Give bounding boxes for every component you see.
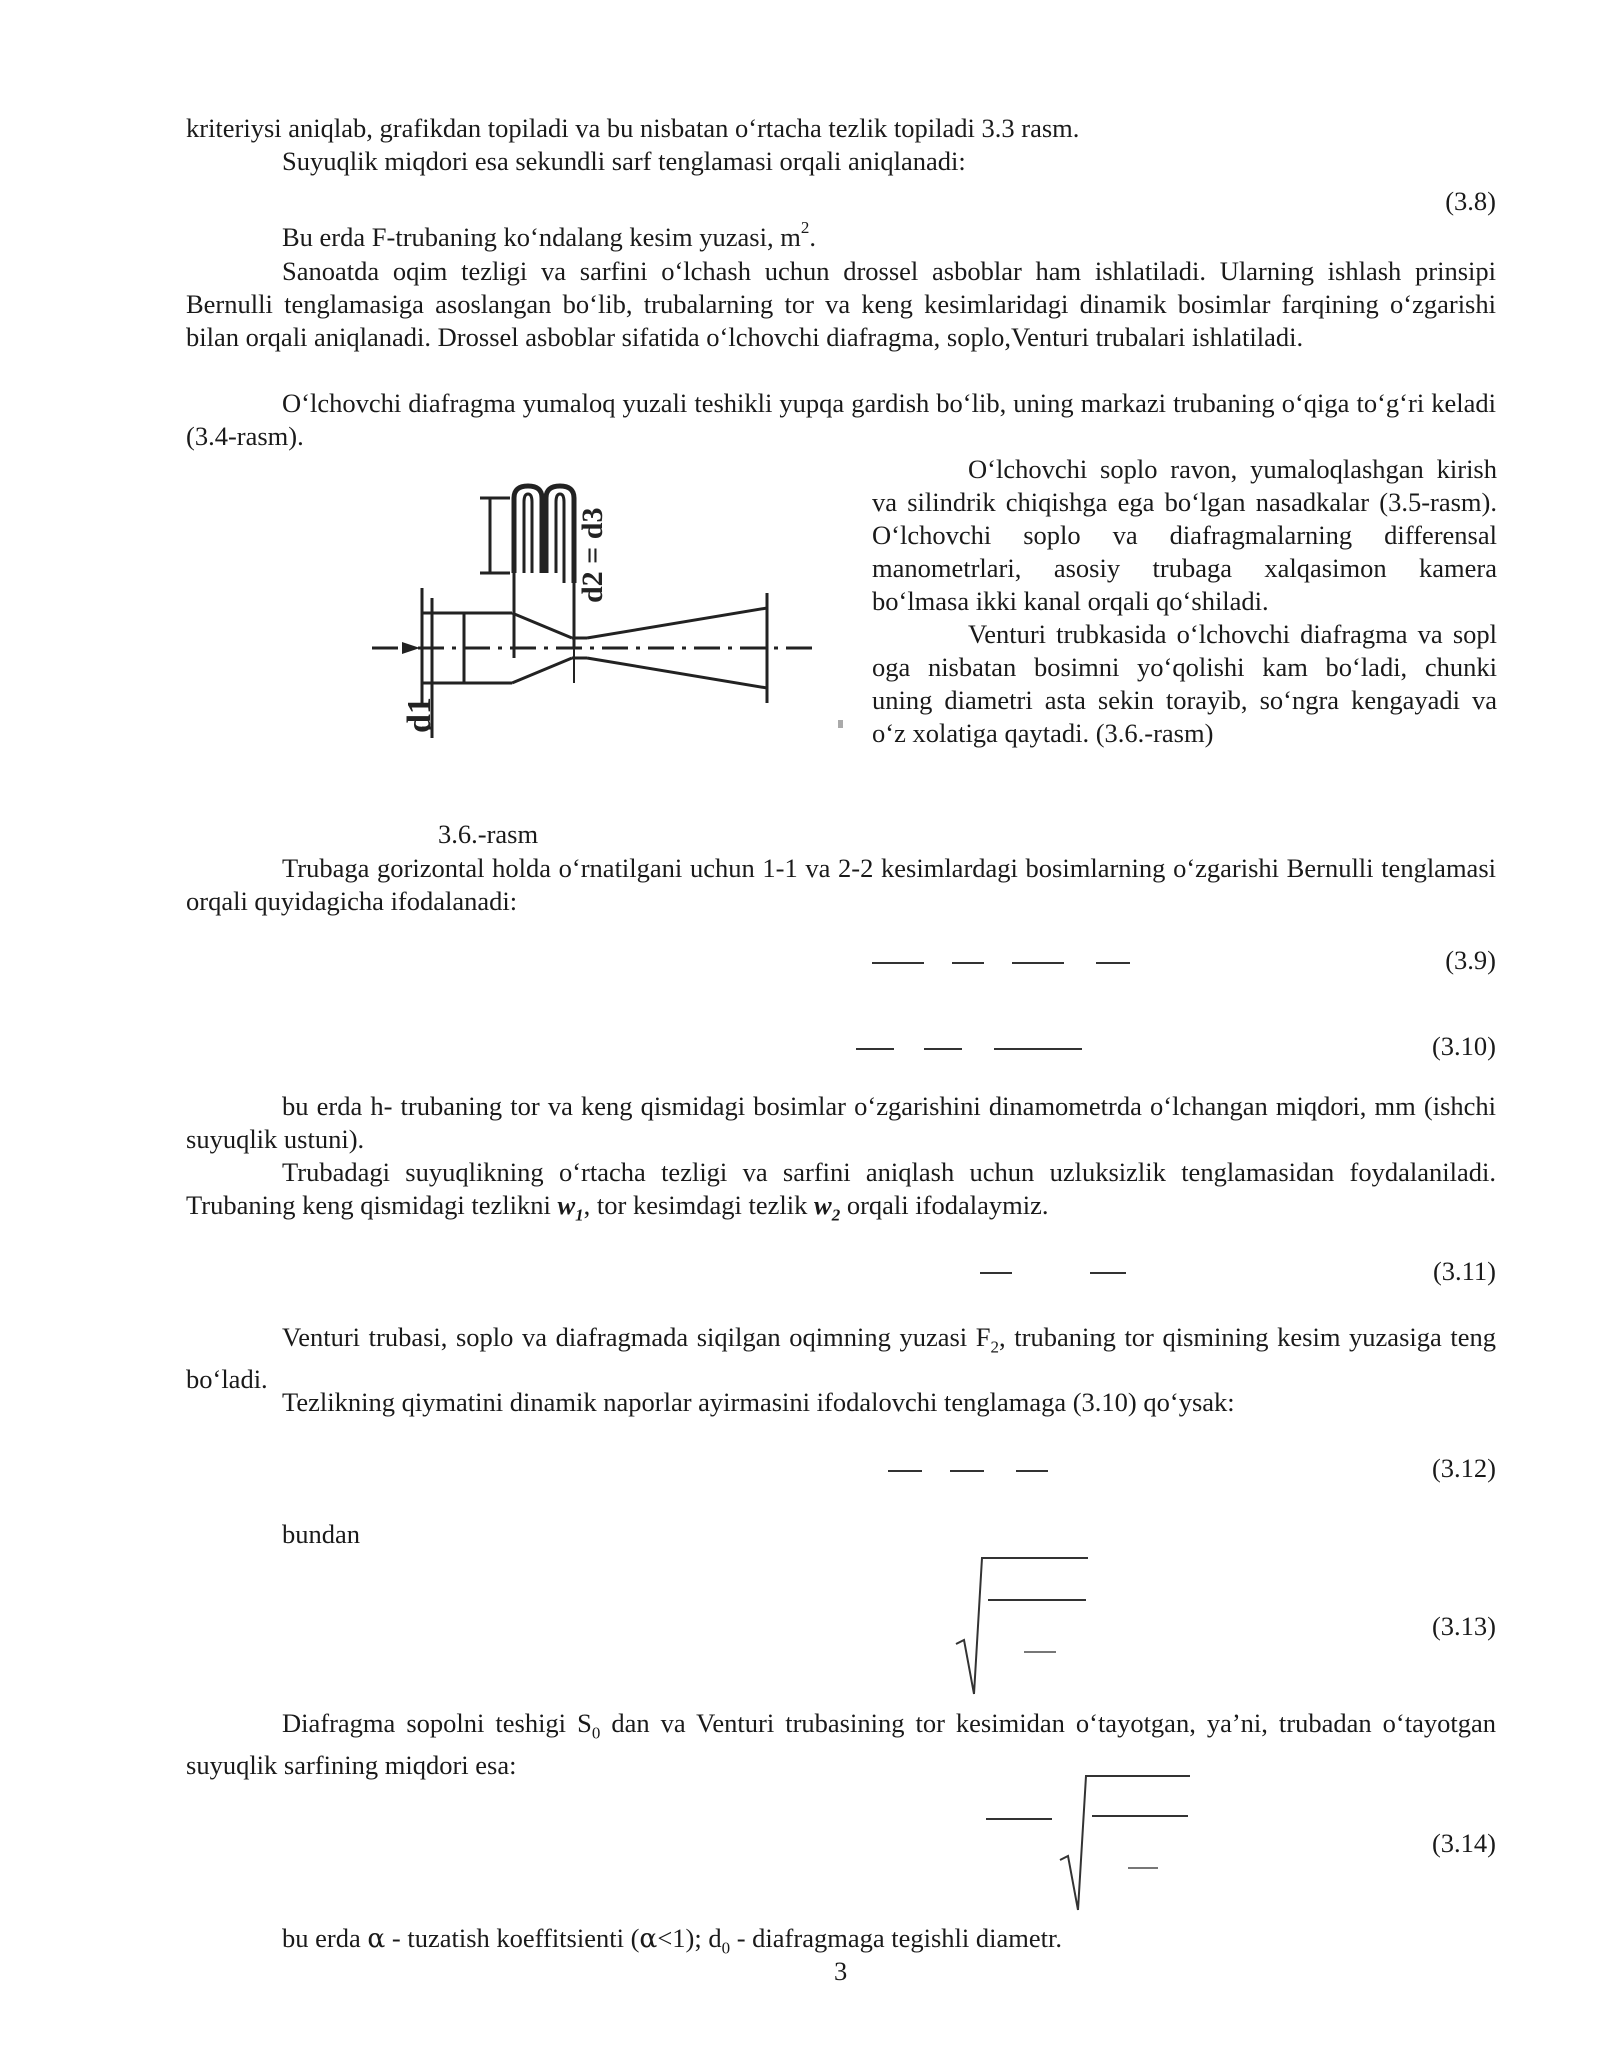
text-bundan: bundan bbox=[282, 1519, 361, 1549]
paragraph-soplo: O‘lchovchi soplo ravon, yumaloqlashgan kirish va silindrik chiqishga ega bo‘lgan nasadkalar (3.5-rasm). O‘lchovchi soplo va diafragmalarning differensal manometrlari, asosiy trubaga xalqasimon kamera bo‘lmasa ikki kanal orqali qo‘shiladi. bbox=[872, 454, 1497, 616]
paragraph-flow-rate: Diafragma sopolni teshigi $S_0$ dan va Venturi trubasining tor kesimidan o‘tayotgan, ya’ni, trubadan o‘tayotgan suyuqlik sarfining miqdori esa: bbox=[186, 1708, 1496, 1781]
sqrt-symbol-3-14 bbox=[1056, 1770, 1196, 1918]
label-d2-d3: d2 = d3 bbox=[576, 507, 609, 603]
sqrt-symbol-3-13 bbox=[952, 1552, 1092, 1702]
equation-number-3-11: (3.11) bbox=[1432, 1256, 1496, 1286]
fraction-bar bbox=[1096, 962, 1130, 964]
fraction-bar bbox=[994, 1048, 1082, 1050]
equation-number-3-10: (3.10) bbox=[1431, 1031, 1496, 1061]
paragraph-venturi-area: Venturi trubasi, soplo va diafragmada siqilgan oqimning yuzasi $F_2$, trubaning tor qismining kesim yuzasiga teng bo‘ladi. bbox=[186, 1322, 1496, 1395]
text-area-definition: Bu erda F-trubaning ko‘ndalang kesim yuzasi, $m^2$. bbox=[282, 218, 816, 252]
fraction-bar bbox=[980, 1272, 1012, 1274]
fraction-bar bbox=[1090, 1272, 1126, 1274]
fraction-bar bbox=[952, 962, 984, 964]
fraction-bar bbox=[950, 1470, 984, 1472]
text-line-2: Suyuqlik miqdori esa sekundli sarf tenglamasi orqali aniqlanadi: bbox=[282, 146, 966, 176]
paragraph-bernulli: Trubaga gorizontal holda o‘rnatilgani uchun 1-1 va 2-2 kesimlardagi bosimlarning o‘zgarishi Bernulli tenglamasi orqali quyidagicha ifodalanadi: bbox=[186, 853, 1496, 916]
equation-number-3-9: (3.9) bbox=[1445, 945, 1496, 975]
equation-number-3-13: (3.13) bbox=[1431, 1611, 1496, 1641]
paragraph-continuity: Trubadagi suyuqlikning o‘rtacha tezligi va sarfini aniqlash uchun uzluksizlik tenglamasidan foydalaniladi. Trubaning keng qismidagi tezlikni $w_1$, tor kesimdagi tezlik $w_2$ orqali ifodalaymiz. bbox=[186, 1157, 1496, 1225]
label-d1: d1 bbox=[401, 697, 438, 733]
fraction-bar bbox=[986, 1818, 1052, 1820]
equation-number-3-12: (3.12) bbox=[1431, 1453, 1496, 1483]
page-number: 3 bbox=[834, 1956, 848, 1986]
text-alpha-definition: bu erda α - tuzatish koeffitsienti (α<1); $d_0$ - diafragmaga tegishli diametr. bbox=[282, 1923, 1062, 1958]
fraction-bar bbox=[924, 1048, 962, 1050]
paragraph-diafragma: O‘lchovchi diafragma yumaloq yuzali teshikli yupqa gardish bo‘lib, uning markazi trubaning o‘qiga to‘g‘ri keladi (3.4-rasm). bbox=[186, 388, 1496, 451]
venturi-tube-figure bbox=[372, 478, 842, 753]
equation-number-3-14: (3.14) bbox=[1431, 1828, 1496, 1858]
equation-number-3-8: (3.8) bbox=[1445, 186, 1496, 216]
paragraph-venturi: Venturi trubkasida o‘lchovchi diafragma va sopl oga nisbatan bosimni yo‘qolishi kam bo‘ladi, chunki uning diametri asta sekin torayib, so‘ngra kengayadi va o‘z xolatiga qaytadi. (3.6.-rasm) bbox=[872, 619, 1497, 748]
fraction-bar bbox=[1016, 1470, 1048, 1472]
speck bbox=[838, 720, 843, 728]
text-line-1: kriteriysi aniqlab, grafikdan topiladi va bu nisbatan o‘rtacha tezlik topiladi 3.3 rasm. bbox=[186, 113, 1080, 143]
fraction-bar bbox=[856, 1048, 894, 1050]
text-line-substitution: Tezlikning qiymatini dinamik naporlar ayirmasini ifodalovchi tenglamaga (3.10) qo‘ysak: bbox=[282, 1387, 1235, 1417]
paragraph-h-definition: bu erda h- trubaning tor va keng qismidagi bosimlar o‘zgarishini dinamometrda o‘lchangan miqdori, mm (ishchi suyuqlik ustuni). bbox=[186, 1091, 1496, 1154]
fraction-bar bbox=[888, 1470, 922, 1472]
paragraph-drossel: Sanoatda oqim tezligi va sarfini o‘lchash uchun drossel asboblar ham ishlatiladi. Ularning ishlash prinsipi Bernulli tenglamasiga asoslangan bo‘lib, trubalarning tor va keng kesimlaridagi dinamik bosimlar farqining o‘zgarishi bilan orqali aniqlanadi. Drossel asboblar sifatida o‘lchovchi diafragma, soplo,Venturi trubalari ishlatiladi. bbox=[186, 256, 1496, 352]
figure-caption: 3.6.-rasm bbox=[438, 819, 539, 849]
fraction-bar bbox=[1012, 962, 1064, 964]
fraction-bar bbox=[872, 962, 924, 964]
